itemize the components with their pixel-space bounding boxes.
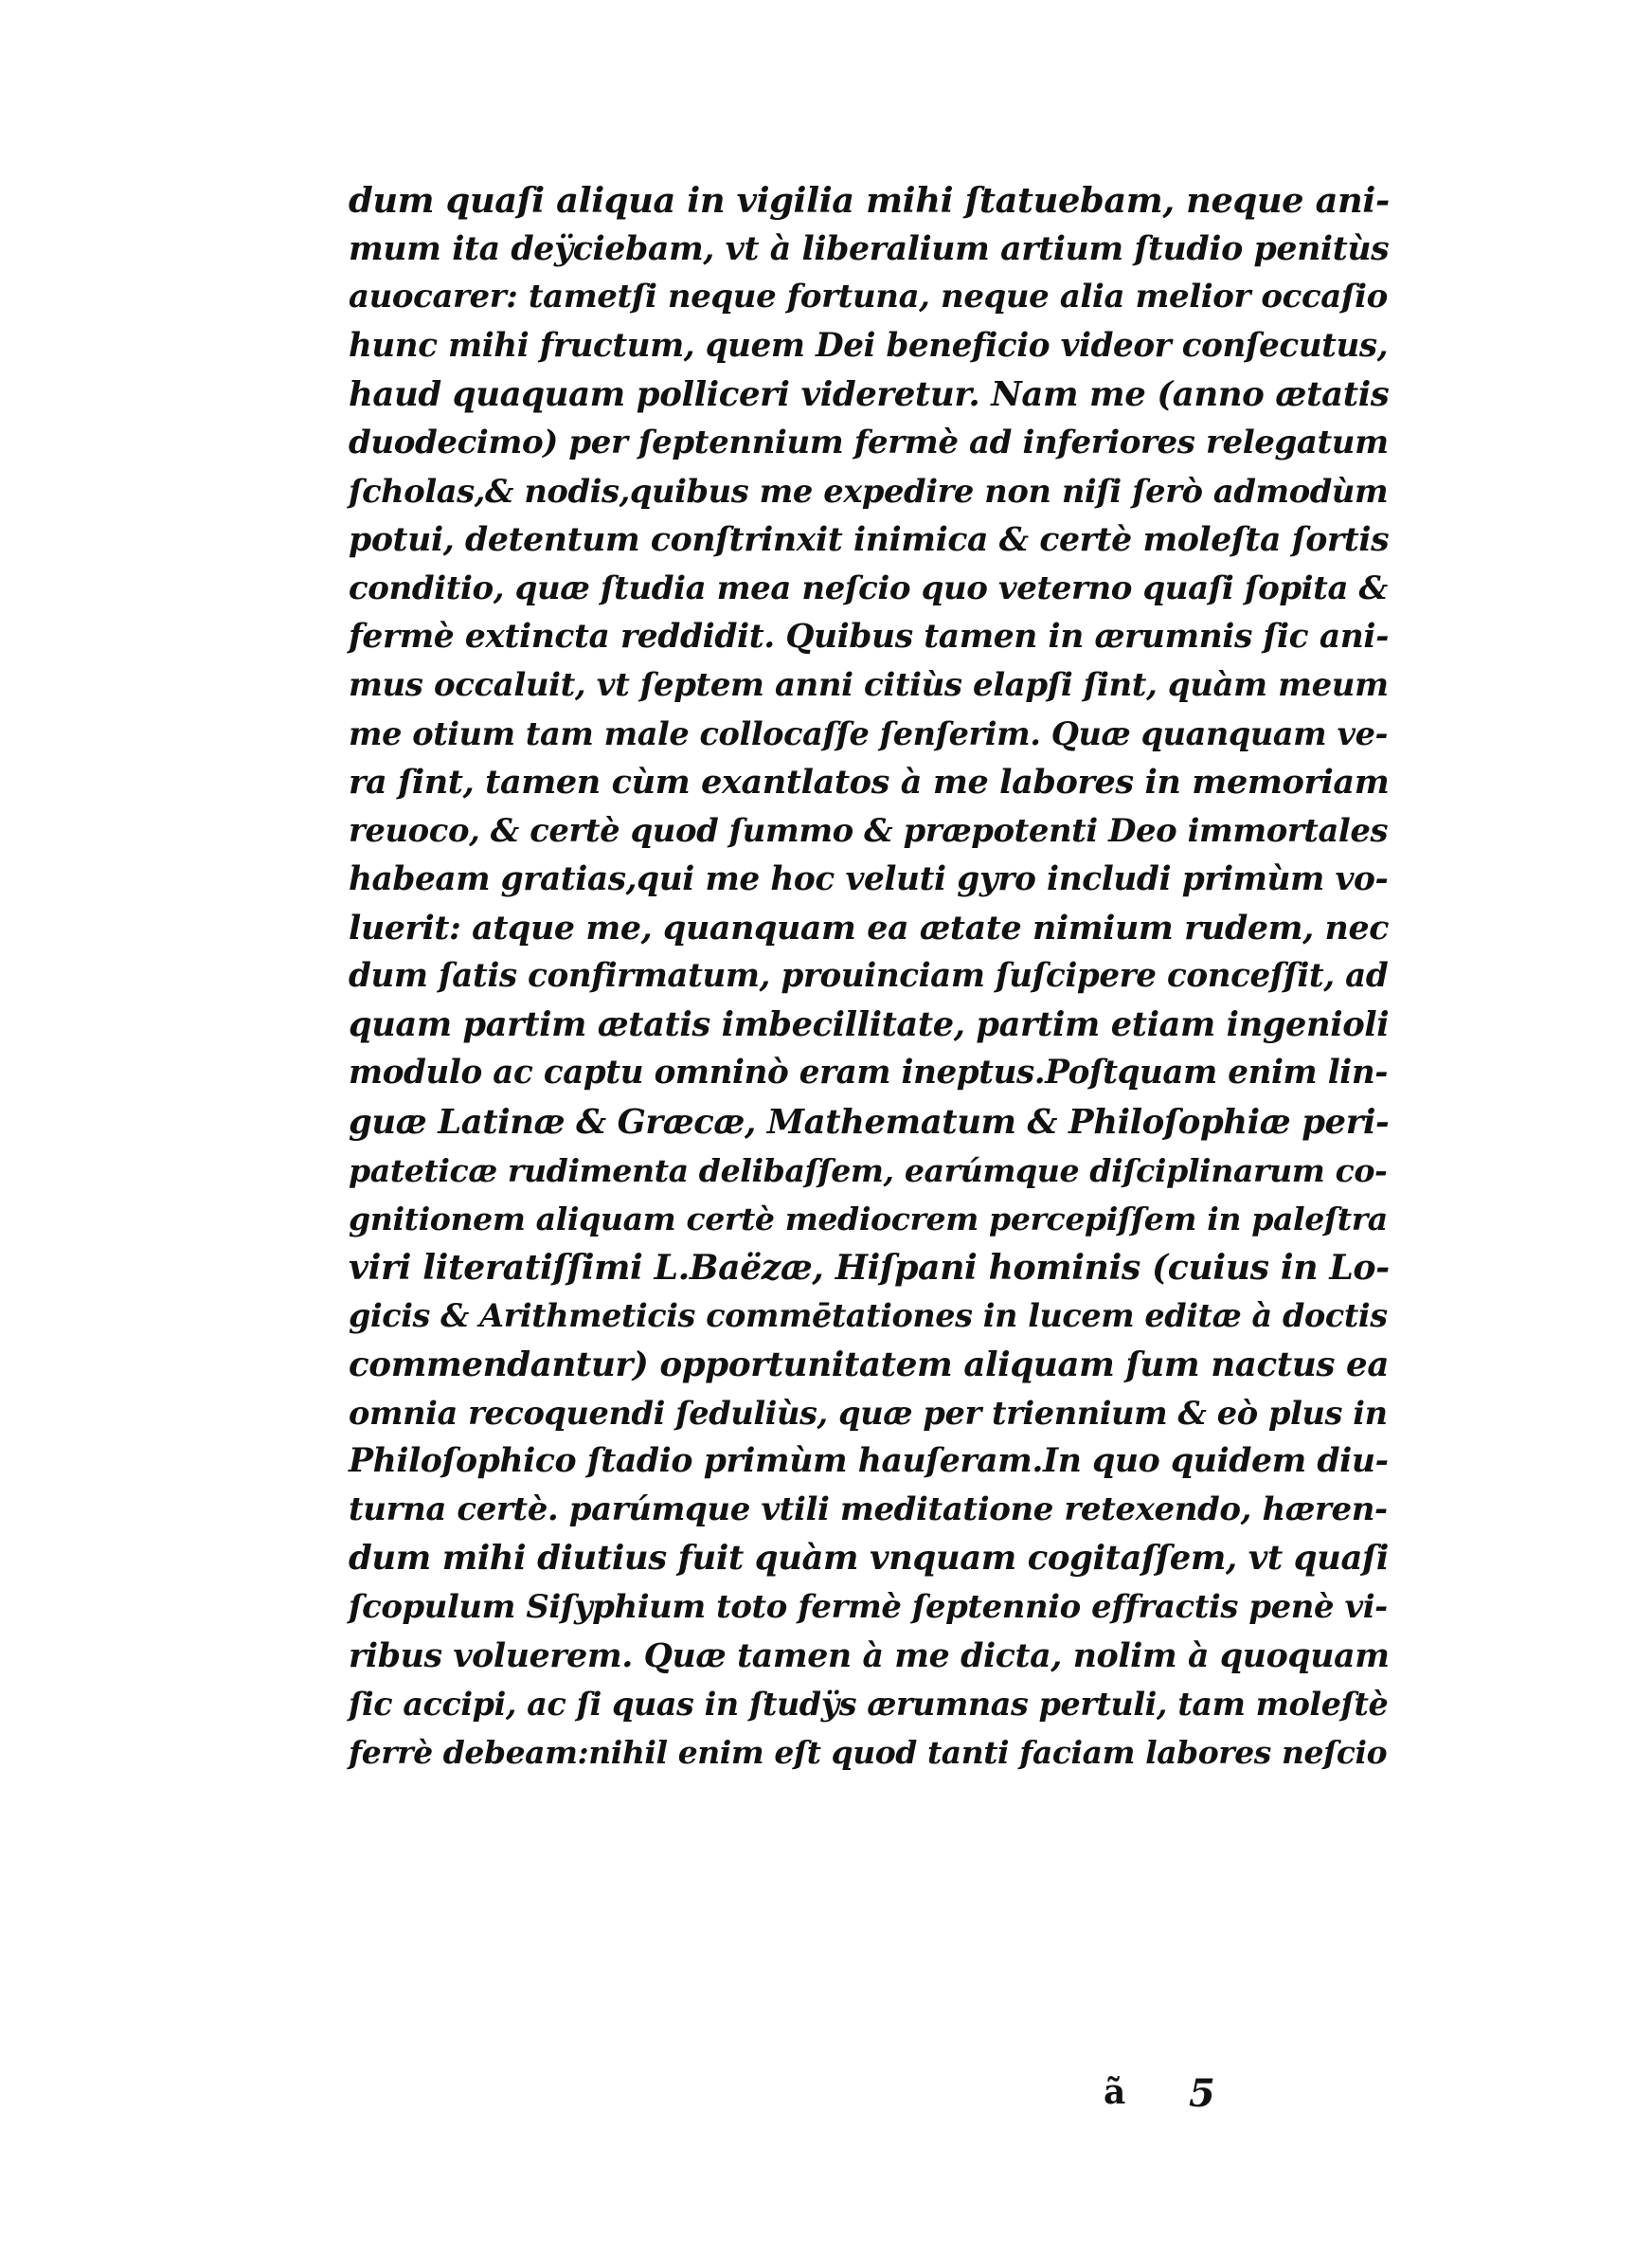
text-line: ſcopulum Siſyphium toto fermè ſeptennio effractis penè vi- (349, 1587, 1388, 1626)
signature-mark: ã (1104, 2072, 1126, 2112)
text-line: hunc mihi fructum, quem Dei beneficio videor conſecutus, (349, 326, 1389, 365)
text-line: modulo ac captu omninò eram ineptus.Poſtquam enim lin- (349, 1054, 1388, 1092)
text-line: dum ſatis confirmatum, prouinciam ſuſcipere conceſſit, ad (349, 957, 1389, 995)
text-line: ferrè debeam:nihil enim eſt quod tanti faciam labores neſcio (349, 1734, 1388, 1771)
text-line: dum quaſi aliqua in vigilia mihi ſtatuebam, neque ani- (349, 179, 1390, 221)
text-line: omnia recoquendi ſeduliùs, quæ per triennium & eò plus in (349, 1393, 1388, 1432)
text-line: me otium tam male collocaſſe ſenſerim. Quæ quanquam ve- (349, 715, 1389, 753)
text-line: gnitionem aliquam certè mediocrem percepiſſem in paleſtra (349, 1200, 1388, 1237)
text-line: ſic accipi, ac ſi quas in ſtudÿs ærumnas pertuli, tam moleſtè (349, 1685, 1389, 1723)
text-line: reuoco, & certè quod ſummo & præpotenti Deo immortales (349, 811, 1389, 850)
text-line: gicis & Arithmeticis commētationes in lucem editæ à doctis (349, 1297, 1388, 1335)
text-line: quam partim ætatis imbecillitate, partim etiam ingenioli (349, 1005, 1390, 1045)
text-line: ribus voluerem. Quæ tamen à me dicta, nolim à quoquam (349, 1635, 1390, 1675)
text-line: turna certè. parúmque vtili meditatione retexendo, hæren- (349, 1490, 1388, 1529)
text-line: Philoſophico ſtadio primùm hauſeram.In quo quidem diu- (349, 1441, 1389, 1480)
text-line: ra ſint, tamen cùm exantlatos à me labores in memoriam (349, 763, 1390, 803)
text-line: mum ita deÿciebam, vt à liberalium artium ſtudio penitùs (349, 229, 1390, 269)
text-line: pateticæ rudimenta delibaſſem, earúmque diſciplinarum co- (349, 1151, 1388, 1189)
text-line: commendantur) opportunitatem aliquam ſum nactus ea (349, 1345, 1390, 1384)
text-line: auocarer: tametſi neque fortuna, neque alia melior occaſio (349, 278, 1388, 316)
text-line: dum mihi diutius fuit quàm vnquam cogitaſſem, vt quaſi (349, 1539, 1389, 1579)
text-line: potui, detentum conſtrinxit inimica & certè moleſta ſortis (349, 520, 1390, 560)
text-line: luerit: atque me, quanquam ea ætate nimium rudem, nec (349, 908, 1390, 948)
text-line: mus occaluit, vt ſeptem anni citiùs elapſi ſint, quàm meum (349, 665, 1389, 704)
text-line: haud quaquam polliceri videretur. Nam me (anno ætatis (349, 374, 1390, 414)
text-line: habeam gratias,qui me hoc veluti gyro includi primùm vo- (349, 859, 1389, 898)
text-line: guæ Latinæ & Græcæ, Mathematum & Philoſophiæ peri- (349, 1102, 1390, 1142)
text-line: viri literatiſſimi L.Baëzæ, Hiſpani hominis (cuius in Lo- (349, 1247, 1390, 1289)
body-text (349, 176, 1391, 1777)
text-line: conditio, quæ ſtudia mea neſcio quo veterno quaſi ſopita & (349, 569, 1388, 607)
text-line: duodecimo) per ſeptennium fermè ad inferiores relegatum (349, 423, 1389, 461)
folio-number: 5 (1189, 2071, 1215, 2116)
text-line: fermè extincta reddidit. Quibus tamen in ærumnis ſic ani- (349, 617, 1390, 656)
text-line: ſcholas,& nodis,quibus me expedire non niſi ſerò admodùm (349, 472, 1389, 511)
